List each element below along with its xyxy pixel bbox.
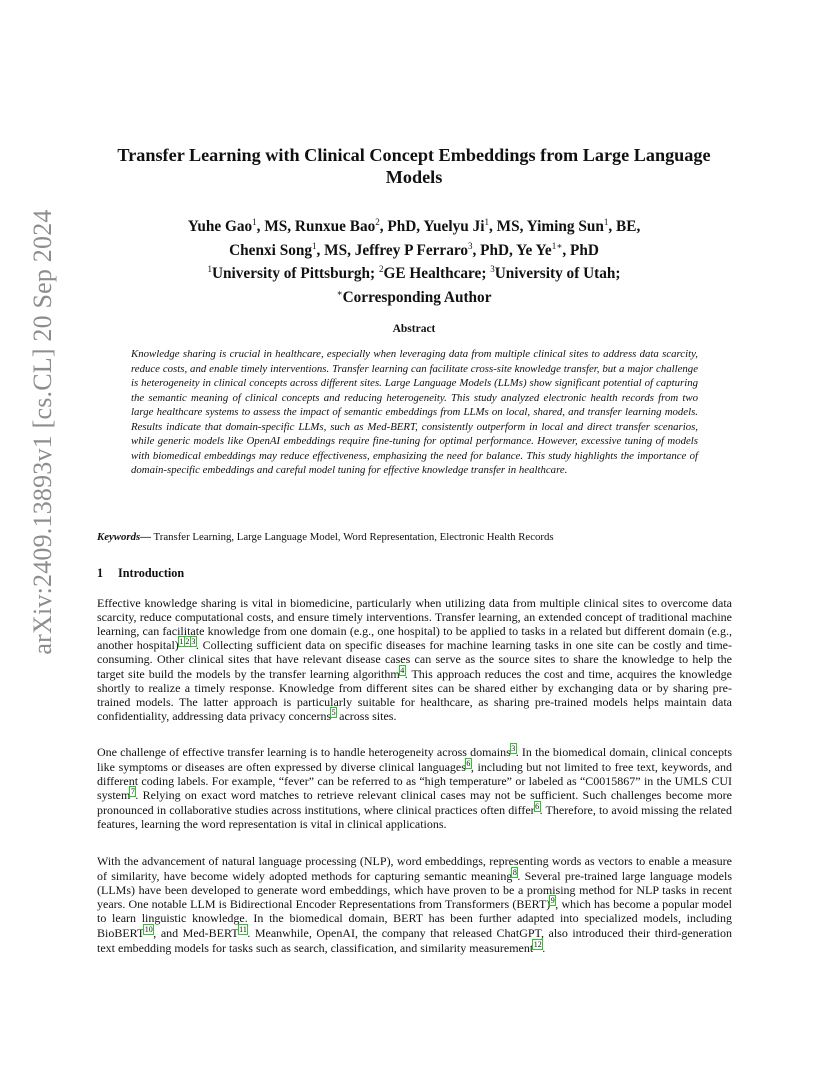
- author-affiliation-mark: 1: [484, 217, 489, 227]
- authors-line-2: [96, 237, 732, 261]
- citation-link[interactable]: 6: [535, 802, 540, 812]
- abstract-heading: Abstract: [392, 323, 436, 335]
- paper-title: Transfer Learning with Clinical Concept Embeddings from Large Language Models: [117, 145, 711, 187]
- intro-paragraph-2: [97, 745, 732, 832]
- author-degree: , MS,: [316, 241, 355, 259]
- corresponding-author-line: [96, 284, 732, 308]
- citation-link[interactable]: 8: [512, 867, 517, 877]
- citation-link[interactable]: 5: [331, 708, 336, 718]
- section-heading-introduction: [97, 566, 184, 581]
- paragraph-text: With the advancement of natural language processing (NLP), word embeddings, representing words as vectors to enable a measure of similarity, have become widely adopted methods for capturing semantic meaning: [97, 854, 732, 883]
- author-affiliation-mark: 1: [603, 217, 609, 227]
- citation-link[interactable]: 4: [400, 665, 405, 675]
- paragraph-text: . Relying on exact word matches to retrieve relevant clinical cases may not be sufficient. Such challenges become more pronounced in collaborative studies across institutions, where clinical practices often differ: [97, 788, 732, 818]
- section-title: Introduction: [118, 566, 185, 580]
- author-name: Ye Ye: [516, 241, 552, 259]
- citation-link[interactable]: 9: [550, 896, 555, 906]
- author-degree: , MS,: [488, 218, 527, 236]
- author-name: Yuelyu Ji: [423, 218, 485, 236]
- affiliations-line: [96, 260, 732, 284]
- affiliation-mark: 2: [378, 264, 384, 275]
- citation-link[interactable]: 6: [466, 758, 471, 768]
- author-affiliation-mark: 2: [375, 217, 380, 227]
- affiliation-name: University of Utah;: [494, 265, 621, 283]
- intro-paragraph-1: [97, 597, 732, 724]
- citation-link[interactable]: 2: [185, 637, 190, 647]
- paragraph-text: . Meanwhile, OpenAI, the company that released ChatGPT, also introduced their third-generation text embedding models for tasks such as search, classification, and similarity measurement: [97, 925, 733, 955]
- author-affiliation-mark: 1: [312, 240, 317, 251]
- author-name: Yiming Sun: [526, 218, 604, 236]
- affiliation-name: University of Pittsburgh;: [211, 265, 379, 283]
- paragraph-text: .: [542, 940, 546, 955]
- affiliation-name: GE Healthcare;: [383, 265, 491, 283]
- abstract-text: Knowledge sharing is crucial in healthcare, especially when leveraging data from multiple clinical sites to address data scarcity, reduce costs, and enable timely interventions. Transfer learning can facilitate cross-site knowledge transfer, but a major challenge is heterogeneity in clinical concepts across different sites. Large Language Models (LLMs) show significant potential of capturing the semantic meaning of clinical concepts and reducing heterogeneity. This study analyzed electronic health records from two large healthcare systems to assess the impact of semantic embeddings from LLMs on local, shared, and transfer learning models. Results indicate that domain-specific LLMs, such as Med-BERT, consistently outperform in local and direct transfer scenarios, while generic models like OpenAI embeddings require fine-tuning for optimal performance. However, excessive tuning of models with biomedical embeddings may reduce effectiveness, emphasizing the need for balance. This study highlights the importance of domain-specific embeddings and careful model tuning for effective knowledge transfer in healthcare.: [131, 348, 698, 477]
- keywords-line: [97, 531, 737, 543]
- author-block: [96, 213, 732, 308]
- keywords-label: Keywords—: [97, 531, 151, 543]
- authors-line-1: [96, 213, 732, 237]
- author-affiliation-mark: 3: [468, 240, 473, 251]
- author-degree: , PhD,: [472, 241, 517, 259]
- author-name: Runxue Bao: [294, 218, 376, 236]
- intro-paragraph-3: [97, 855, 732, 956]
- affiliation-mark: 3: [490, 264, 495, 275]
- citation-link[interactable]: 11: [239, 924, 247, 934]
- corresponding-mark: ∗: [336, 288, 343, 299]
- paragraph-text: across sites.: [336, 709, 397, 724]
- paragraph-text: , including but not limited to free text, keywords, and different coding labels. For example, “fever” can be referred to as “high temperature” or labeled as “C0015867” in the UMLS CUI system: [97, 759, 732, 803]
- author-name: Yuhe Gao: [187, 218, 253, 236]
- paragraph-text: . This approach reduces the cost and time, acquires the knowledge shortly to realize a timely response. Knowledge from different sites can be shared either by exchanging data or by sharing pre-trained models. The latter approach is particularly suitable for healthcare, as sharing pre-trained models helps maintain data confidentiality, addressing data privacy concerns: [97, 666, 732, 724]
- paragraph-text: , and Med-BERT: [153, 925, 239, 940]
- citation-link[interactable]: 3: [191, 637, 196, 647]
- paragraph-text: . Therefore, to avoid missing the related features, learning the word representation is vital in clinical applications.: [97, 803, 733, 831]
- paragraph-text: One challenge of effective transfer learning is to handle heterogeneity across domains: [97, 745, 511, 759]
- arxiv-identifier-sidebar: arXiv:2409.13893v1 [cs.CL] 20 Sep 2024: [28, 209, 57, 655]
- author-degree: , MS,: [256, 218, 295, 236]
- keywords-list: Transfer Learning, Large Language Model, Word Representation, Electronic Health Records: [151, 531, 554, 543]
- author-degree: , PhD: [562, 241, 599, 259]
- paragraph-text: . In the biomedical domain, clinical concepts like symptoms or diseases are often expressed by diverse clinical languages: [97, 745, 732, 774]
- citation-link[interactable]: 10: [144, 924, 153, 934]
- citation-link[interactable]: 3: [511, 744, 516, 753]
- author-affiliation-mark: 1: [252, 217, 257, 227]
- corresponding-text: Corresponding Author: [342, 289, 492, 307]
- author-degree: , PhD,: [379, 218, 424, 236]
- author-name: Chenxi Song: [229, 241, 313, 259]
- section-number: 1: [97, 566, 104, 580]
- citation-link[interactable]: 7: [130, 787, 135, 797]
- author-name: Jeffrey P Ferraro: [354, 241, 469, 259]
- paragraph-text: , which has become a popular model to learn linguistic knowledge. In the biomedical domain, BERT has been further adapted into specialized models, including BioBERT: [97, 897, 732, 940]
- paragraph-text: . Several pre-trained large language models (LLMs) have been developed to generate word embeddings, which have proven to be a promising method for NLP tasks in recent years. One notable LLM is Bidirectional Encoder Representations from Transformers (BERT): [97, 868, 732, 912]
- affiliation-mark: 1: [207, 264, 212, 275]
- author-affiliation-mark: 1∗: [551, 240, 563, 251]
- paragraph-text: . Collecting sufficient data on specific diseases for machine learning tasks in one site can be costly and time-consuming. Other clinical sites that have relevant disease cases can serve as the source sites to share the knowledge to help the target site build the models by the transfer learning algorithm: [97, 638, 732, 681]
- author-degree: , BE,: [608, 218, 641, 236]
- paragraph-text: Effective knowledge sharing is vital in biomedicine, particularly when utilizing data from multiple clinical sites to overcome data scarcity, reduce computational costs, and ensure timely interventions. Transfer learning, an extended concept of traditional machine learning, can facilitate knowledge from one domain (e.g., one hospital) to be applied to tasks in a related but different domain (e.g., another hospital): [97, 596, 732, 653]
- citation-link[interactable]: 12: [533, 939, 542, 949]
- citation-link[interactable]: 1: [179, 637, 184, 647]
